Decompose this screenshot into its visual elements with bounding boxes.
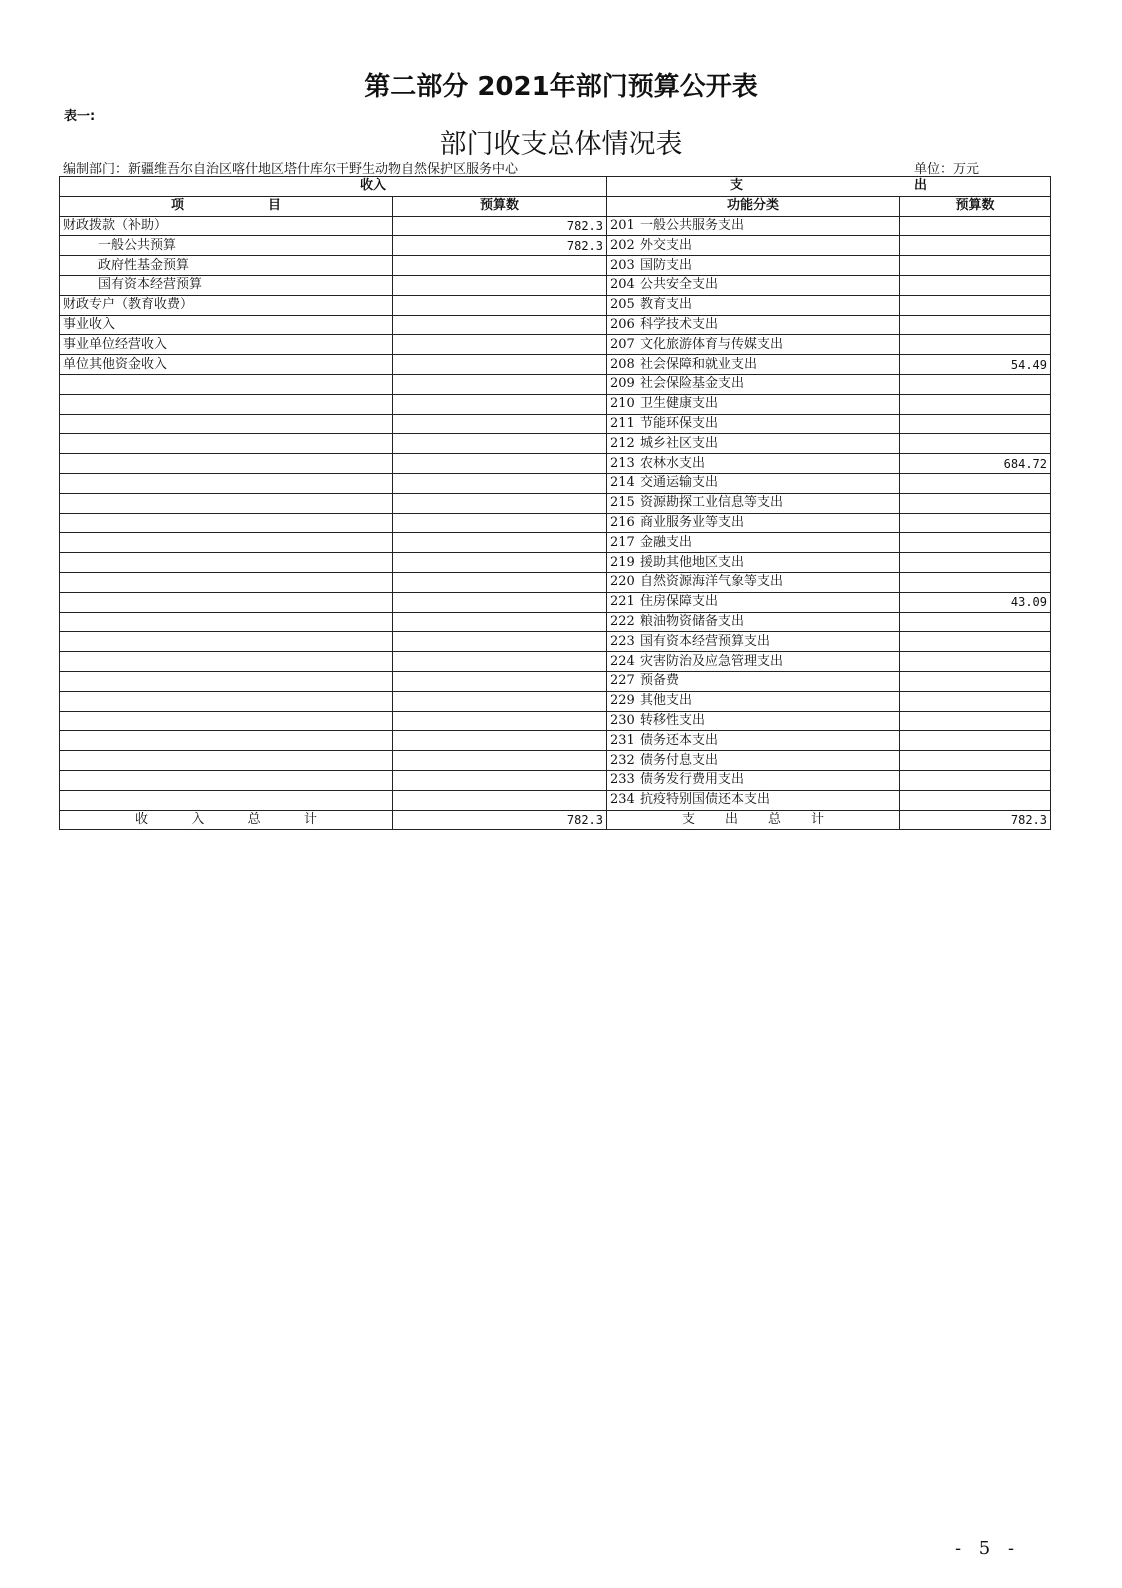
table-row xyxy=(60,652,1051,672)
table-row xyxy=(60,533,1051,553)
function-label: 债务还本支出 xyxy=(640,732,719,748)
function-label: 教育支出 xyxy=(640,297,693,313)
income-item-cell: 国有资本经营预算 xyxy=(60,275,393,295)
income-item-cell: 事业收入 xyxy=(60,315,393,335)
income-budget-cell xyxy=(393,691,607,711)
expense-function-cell xyxy=(607,790,900,810)
function-code: 215 xyxy=(610,495,635,511)
function-label: 预备费 xyxy=(640,673,680,689)
function-code: 229 xyxy=(610,693,635,709)
expense-budget-cell xyxy=(900,295,1051,315)
expense-budget-cell xyxy=(900,632,1051,652)
expense-function-cell xyxy=(607,394,900,414)
expense-budget-cell xyxy=(900,493,1051,513)
function-code: 230 xyxy=(610,712,635,728)
expense-function-cell xyxy=(607,711,900,731)
income-item-cell xyxy=(60,493,393,513)
expense-function-cell xyxy=(607,315,900,335)
expense-budget-cell xyxy=(900,473,1051,493)
function-code: 212 xyxy=(610,435,635,451)
income-budget-cell xyxy=(393,553,607,573)
function-label: 农林水支出 xyxy=(640,455,706,471)
expense-budget-cell xyxy=(900,790,1051,810)
expense-function-cell xyxy=(607,473,900,493)
table-row xyxy=(60,632,1051,652)
income-item-cell: 事业单位经营收入 xyxy=(60,335,393,355)
table-row xyxy=(60,513,1051,533)
income-budget-cell xyxy=(393,256,607,276)
table-row xyxy=(60,671,1051,691)
col-budget2-header: 预算数 xyxy=(900,196,1051,216)
function-label: 一般公共服务支出 xyxy=(640,217,745,233)
department-label: 编制部门：新疆维吾尔自治区喀什地区塔什库尔干野生动物自然保护区服务中心 xyxy=(63,162,519,177)
income-budget-cell xyxy=(393,612,607,632)
income-budget-cell xyxy=(393,671,607,691)
expense-budget-cell xyxy=(900,256,1051,276)
table-row xyxy=(60,335,1051,355)
budget-table xyxy=(59,176,1051,830)
expense-budget-cell xyxy=(900,572,1051,592)
table-row xyxy=(60,592,1051,612)
function-label: 文化旅游体育与传媒支出 xyxy=(640,336,784,352)
table-row xyxy=(60,414,1051,434)
group-header-row xyxy=(60,177,1051,197)
function-code: 207 xyxy=(610,336,635,352)
table-row xyxy=(60,434,1051,454)
function-code: 201 xyxy=(610,217,635,233)
function-code: 210 xyxy=(610,396,635,412)
table-row xyxy=(60,256,1051,276)
expense-function-cell xyxy=(607,434,900,454)
function-label: 其他支出 xyxy=(640,693,693,709)
income-budget-cell xyxy=(393,790,607,810)
col-item-header: 项 目 xyxy=(60,196,393,216)
expense-budget-cell: 43.09 xyxy=(900,592,1051,612)
function-label: 债务付息支出 xyxy=(640,752,719,768)
function-label: 公共安全支出 xyxy=(640,277,719,293)
income-budget-cell xyxy=(393,454,607,474)
part-title: 第二部分 2021年部门预算公开表 xyxy=(364,72,758,102)
expense-function-cell xyxy=(607,335,900,355)
function-code: 223 xyxy=(610,633,635,649)
function-label: 转移性支出 xyxy=(640,712,706,728)
expense-function-cell xyxy=(607,216,900,236)
table-title: 部门收支总体情况表 xyxy=(439,129,683,160)
income-budget-cell xyxy=(393,652,607,672)
expense-budget-cell xyxy=(900,711,1051,731)
expense-function-cell xyxy=(607,355,900,375)
income-budget-cell xyxy=(393,355,607,375)
expense-function-cell xyxy=(607,691,900,711)
income-budget-cell xyxy=(393,770,607,790)
expense-budget-cell xyxy=(900,751,1051,771)
table-number: 表一: xyxy=(64,109,96,124)
expense-function-cell xyxy=(607,256,900,276)
expense-group-header: 支 出 xyxy=(607,177,1051,197)
income-item-cell xyxy=(60,671,393,691)
function-label: 援助其他地区支出 xyxy=(640,554,745,570)
income-budget-cell xyxy=(393,711,607,731)
expense-budget-cell xyxy=(900,236,1051,256)
expense-total-value: 782.3 xyxy=(900,810,1051,830)
col-budget-header: 预算数 xyxy=(393,196,607,216)
table-row xyxy=(60,572,1051,592)
income-budget-cell xyxy=(393,275,607,295)
expense-function-cell xyxy=(607,236,900,256)
income-item-cell xyxy=(60,434,393,454)
function-label: 科学技术支出 xyxy=(640,316,719,332)
income-budget-cell xyxy=(393,533,607,553)
income-budget-cell xyxy=(393,315,607,335)
income-item-cell: 政府性基金预算 xyxy=(60,256,393,276)
table-row xyxy=(60,751,1051,771)
income-budget-cell xyxy=(393,473,607,493)
expense-budget-cell xyxy=(900,731,1051,751)
expense-function-cell xyxy=(607,513,900,533)
function-label: 国有资本经营预算支出 xyxy=(640,633,771,649)
expense-budget-cell xyxy=(900,374,1051,394)
expense-budget-cell xyxy=(900,275,1051,295)
function-code: 219 xyxy=(610,554,635,570)
function-label: 自然资源海洋气象等支出 xyxy=(640,574,784,590)
function-code: 213 xyxy=(610,455,635,471)
function-label: 社会保障和就业支出 xyxy=(640,356,758,372)
unit-label: 单位：万元 xyxy=(914,162,980,177)
income-item-cell xyxy=(60,394,393,414)
expense-budget-cell xyxy=(900,335,1051,355)
income-item-cell xyxy=(60,632,393,652)
income-budget-cell xyxy=(393,414,607,434)
function-code: 203 xyxy=(610,257,635,273)
function-code: 209 xyxy=(610,376,635,392)
expense-budget-cell xyxy=(900,691,1051,711)
table-row xyxy=(60,790,1051,810)
table-row xyxy=(60,691,1051,711)
table-row xyxy=(60,731,1051,751)
expense-function-cell xyxy=(607,671,900,691)
income-budget-cell xyxy=(393,513,607,533)
total-row xyxy=(60,810,1051,830)
function-code: 216 xyxy=(610,514,635,530)
function-code: 211 xyxy=(610,415,635,431)
expense-function-cell xyxy=(607,592,900,612)
income-budget-cell xyxy=(393,335,607,355)
expense-budget-cell xyxy=(900,414,1051,434)
income-item-cell: 财政拨款（补助） xyxy=(60,216,393,236)
expense-budget-cell: 54.49 xyxy=(900,355,1051,375)
function-label: 卫生健康支出 xyxy=(640,396,719,412)
expense-function-cell xyxy=(607,275,900,295)
function-code: 232 xyxy=(610,752,635,768)
col-function-header: 功能分类 xyxy=(607,196,900,216)
function-code: 234 xyxy=(610,792,635,808)
function-label: 节能环保支出 xyxy=(640,415,719,431)
table-row xyxy=(60,454,1051,474)
income-budget-cell xyxy=(393,731,607,751)
expense-function-cell xyxy=(607,770,900,790)
income-budget-cell: 782.3 xyxy=(393,216,607,236)
table-row xyxy=(60,493,1051,513)
expense-budget-cell xyxy=(900,770,1051,790)
income-budget-cell xyxy=(393,572,607,592)
function-code: 214 xyxy=(610,475,635,491)
expense-function-cell xyxy=(607,553,900,573)
table-row xyxy=(60,770,1051,790)
table-row xyxy=(60,275,1051,295)
income-item-cell xyxy=(60,711,393,731)
table-row xyxy=(60,394,1051,414)
expense-function-cell xyxy=(607,612,900,632)
expense-budget-cell xyxy=(900,533,1051,553)
expense-function-cell xyxy=(607,731,900,751)
expense-budget-cell xyxy=(900,315,1051,335)
function-label: 国防支出 xyxy=(640,257,693,273)
expense-function-cell xyxy=(607,572,900,592)
income-item-cell xyxy=(60,572,393,592)
income-item-cell xyxy=(60,533,393,553)
column-header-row xyxy=(60,196,1051,216)
table-row xyxy=(60,315,1051,335)
table-row xyxy=(60,295,1051,315)
function-label: 住房保障支出 xyxy=(640,594,719,610)
income-item-cell xyxy=(60,790,393,810)
income-item-cell: 财政专户（教育收费） xyxy=(60,295,393,315)
function-code: 233 xyxy=(610,772,635,788)
table-row xyxy=(60,216,1051,236)
income-total-value: 782.3 xyxy=(393,810,607,830)
expense-budget-cell: 684.72 xyxy=(900,454,1051,474)
function-label: 资源勘探工业信息等支出 xyxy=(640,495,784,511)
income-item-cell xyxy=(60,553,393,573)
expense-function-cell xyxy=(607,374,900,394)
income-budget-cell xyxy=(393,434,607,454)
function-code: 231 xyxy=(610,732,635,748)
expense-budget-cell xyxy=(900,671,1051,691)
income-item-cell xyxy=(60,592,393,612)
page-number: - 5 - xyxy=(955,1538,1021,1559)
income-budget-cell xyxy=(393,394,607,414)
income-group-header: 收 入 xyxy=(60,177,607,197)
function-code: 202 xyxy=(610,237,635,253)
function-label: 社会保险基金支出 xyxy=(640,376,745,392)
function-code: 227 xyxy=(610,673,635,689)
function-code: 221 xyxy=(610,594,635,610)
income-item-cell xyxy=(60,513,393,533)
income-item-cell xyxy=(60,414,393,434)
expense-budget-cell xyxy=(900,434,1051,454)
expense-budget-cell xyxy=(900,216,1051,236)
table-row xyxy=(60,355,1051,375)
expense-budget-cell xyxy=(900,553,1051,573)
expense-budget-cell xyxy=(900,652,1051,672)
income-budget-cell xyxy=(393,295,607,315)
function-label: 商业服务业等支出 xyxy=(640,514,745,530)
income-item-cell xyxy=(60,473,393,493)
function-label: 粮油物资储备支出 xyxy=(640,613,745,629)
income-budget-cell: 782.3 xyxy=(393,236,607,256)
income-item-cell xyxy=(60,751,393,771)
income-item-cell xyxy=(60,770,393,790)
income-item-cell xyxy=(60,454,393,474)
function-code: 208 xyxy=(610,356,635,372)
function-code: 204 xyxy=(610,277,635,293)
income-item-cell: 单位其他资金收入 xyxy=(60,355,393,375)
function-label: 金融支出 xyxy=(640,534,693,550)
function-code: 222 xyxy=(610,613,635,629)
expense-total-label: 支 出 总 计 xyxy=(607,810,900,830)
income-item-cell xyxy=(60,731,393,751)
expense-function-cell xyxy=(607,533,900,553)
expense-function-cell xyxy=(607,295,900,315)
expense-function-cell xyxy=(607,652,900,672)
expense-function-cell xyxy=(607,454,900,474)
function-code: 220 xyxy=(610,574,635,590)
income-budget-cell xyxy=(393,374,607,394)
table-row xyxy=(60,236,1051,256)
expense-function-cell xyxy=(607,493,900,513)
income-budget-cell xyxy=(393,751,607,771)
income-item-cell xyxy=(60,612,393,632)
expense-function-cell xyxy=(607,751,900,771)
income-item-cell: 一般公共预算 xyxy=(60,236,393,256)
income-budget-cell xyxy=(393,493,607,513)
expense-budget-cell xyxy=(900,394,1051,414)
function-label: 交通运输支出 xyxy=(640,475,719,491)
function-code: 206 xyxy=(610,316,635,332)
expense-function-cell xyxy=(607,414,900,434)
table-row xyxy=(60,374,1051,394)
income-budget-cell xyxy=(393,632,607,652)
expense-budget-cell xyxy=(900,513,1051,533)
table-row xyxy=(60,553,1051,573)
income-budget-cell xyxy=(393,592,607,612)
table-row xyxy=(60,612,1051,632)
function-label: 城乡社区支出 xyxy=(640,435,719,451)
function-label: 抗疫特别国债还本支出 xyxy=(640,792,771,808)
function-code: 205 xyxy=(610,297,635,313)
expense-function-cell xyxy=(607,632,900,652)
table-row xyxy=(60,711,1051,731)
income-total-label: 收 入 总 计 xyxy=(60,810,393,830)
income-item-cell xyxy=(60,652,393,672)
function-label: 灾害防治及应急管理支出 xyxy=(640,653,784,669)
function-label: 债务发行费用支出 xyxy=(640,772,745,788)
income-item-cell xyxy=(60,691,393,711)
function-code: 217 xyxy=(610,534,635,550)
income-item-cell xyxy=(60,374,393,394)
expense-budget-cell xyxy=(900,612,1051,632)
function-label: 外交支出 xyxy=(640,237,693,253)
function-code: 224 xyxy=(610,653,635,669)
table-row xyxy=(60,473,1051,493)
